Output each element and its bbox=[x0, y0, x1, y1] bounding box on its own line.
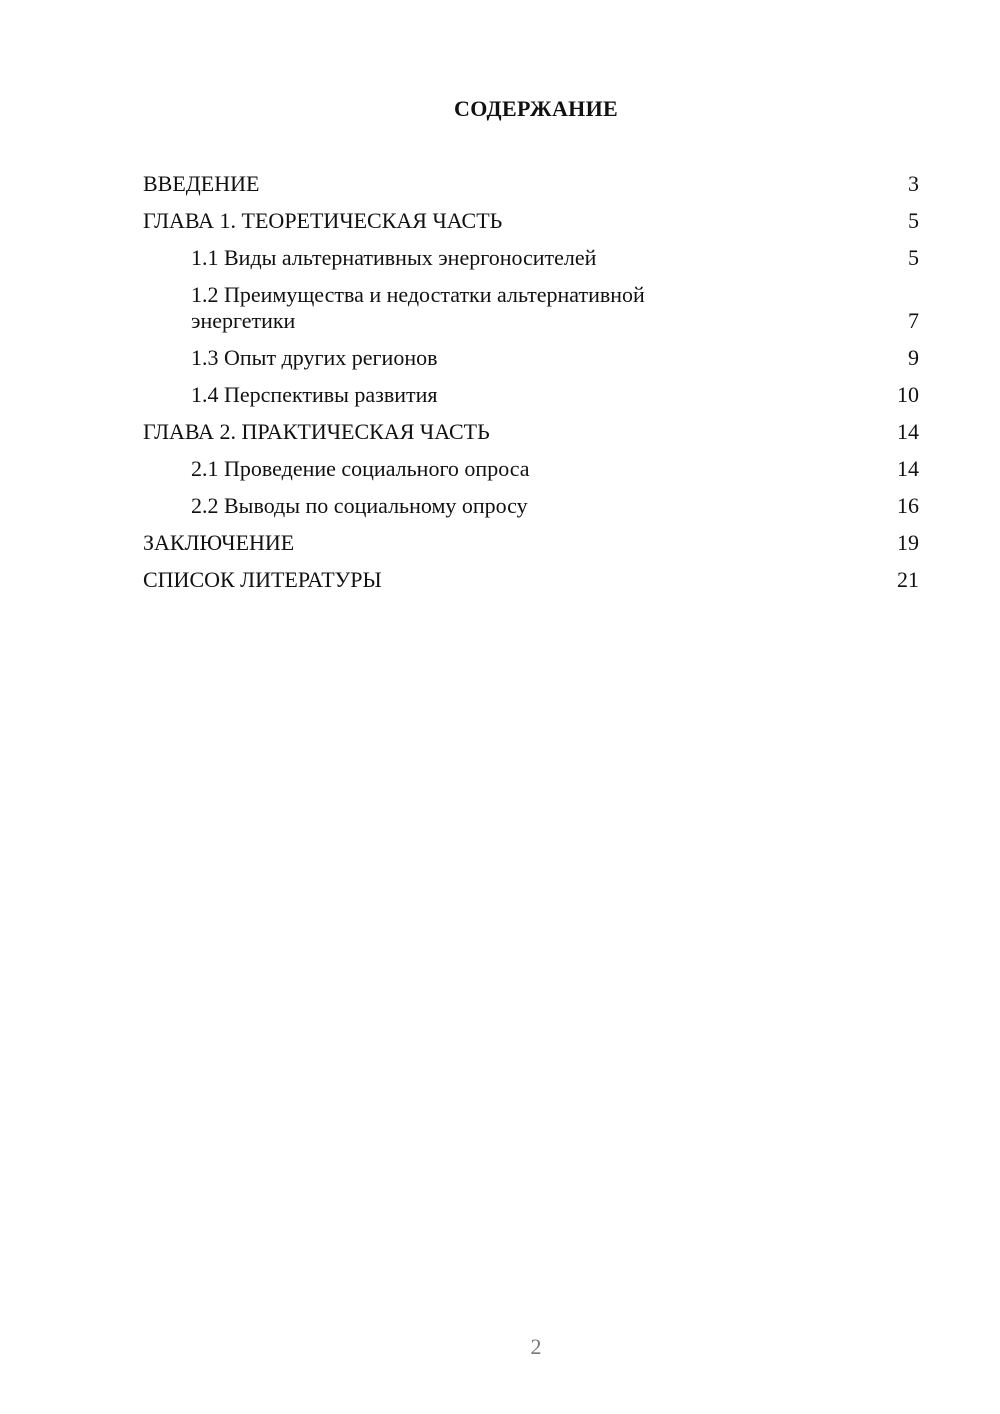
toc-entry-conclusion bbox=[143, 525, 919, 562]
toc-entry-text: ГЛАВА 1. ТЕОРЕТИЧЕСКАЯ ЧАСТЬ bbox=[143, 208, 503, 233]
table-of-contents bbox=[143, 166, 919, 599]
toc-entry-page: 14 bbox=[897, 419, 919, 444]
toc-entry-text: ГЛАВА 2. ПРАКТИЧЕСКАЯ ЧАСТЬ bbox=[143, 419, 490, 444]
toc-entry-page: 9 bbox=[908, 345, 919, 370]
toc-entry-page: 5 bbox=[908, 208, 919, 233]
toc-entry-page: 5 bbox=[908, 245, 919, 270]
toc-entry-section-1-2 bbox=[143, 277, 919, 340]
toc-title: СОДЕРЖАНИЕ bbox=[454, 96, 618, 121]
toc-entry-chapter-2 bbox=[143, 414, 919, 451]
toc-entry-page: 16 bbox=[897, 493, 919, 518]
toc-entry-section-1-1 bbox=[143, 240, 919, 277]
toc-entry-text: 1.4 Перспективы развития bbox=[191, 382, 438, 407]
toc-entry-section-2-1 bbox=[143, 451, 919, 488]
toc-entry-references bbox=[143, 562, 919, 599]
toc-entry-page: 10 bbox=[897, 382, 919, 407]
toc-entry-introduction bbox=[143, 166, 919, 203]
toc-entry-text: 1.3 Опыт других регионов bbox=[191, 345, 438, 370]
toc-entry-text: 1.2 Преимущества и недостатки альтернативной энергетики bbox=[191, 282, 645, 333]
toc-entry-text: ЗАКЛЮЧЕНИЕ bbox=[143, 530, 295, 555]
toc-entry-page: 21 bbox=[897, 567, 919, 592]
toc-entry-section-1-4 bbox=[143, 377, 919, 414]
toc-entry-page: 19 bbox=[897, 530, 919, 555]
toc-entry-section-1-3 bbox=[143, 340, 919, 377]
toc-entry-text: 1.1 Виды альтернативных энергоносителей bbox=[191, 245, 597, 270]
toc-entry-chapter-1 bbox=[143, 203, 919, 240]
toc-entry-text: СПИСОК ЛИТЕРАТУРЫ bbox=[143, 567, 382, 592]
toc-entry-text: 2.2 Выводы по социальному опросу bbox=[191, 493, 528, 518]
toc-entry-page: 3 bbox=[908, 171, 919, 196]
toc-entry-page: 14 bbox=[897, 456, 919, 481]
page-number: 2 bbox=[530, 1334, 542, 1359]
toc-entry-text: ВВЕДЕНИЕ bbox=[143, 171, 260, 196]
toc-entry-text: 2.1 Проведение социального опроса bbox=[191, 456, 530, 481]
toc-entry-page: 7 bbox=[908, 308, 919, 333]
toc-entry-section-2-2 bbox=[143, 488, 919, 525]
